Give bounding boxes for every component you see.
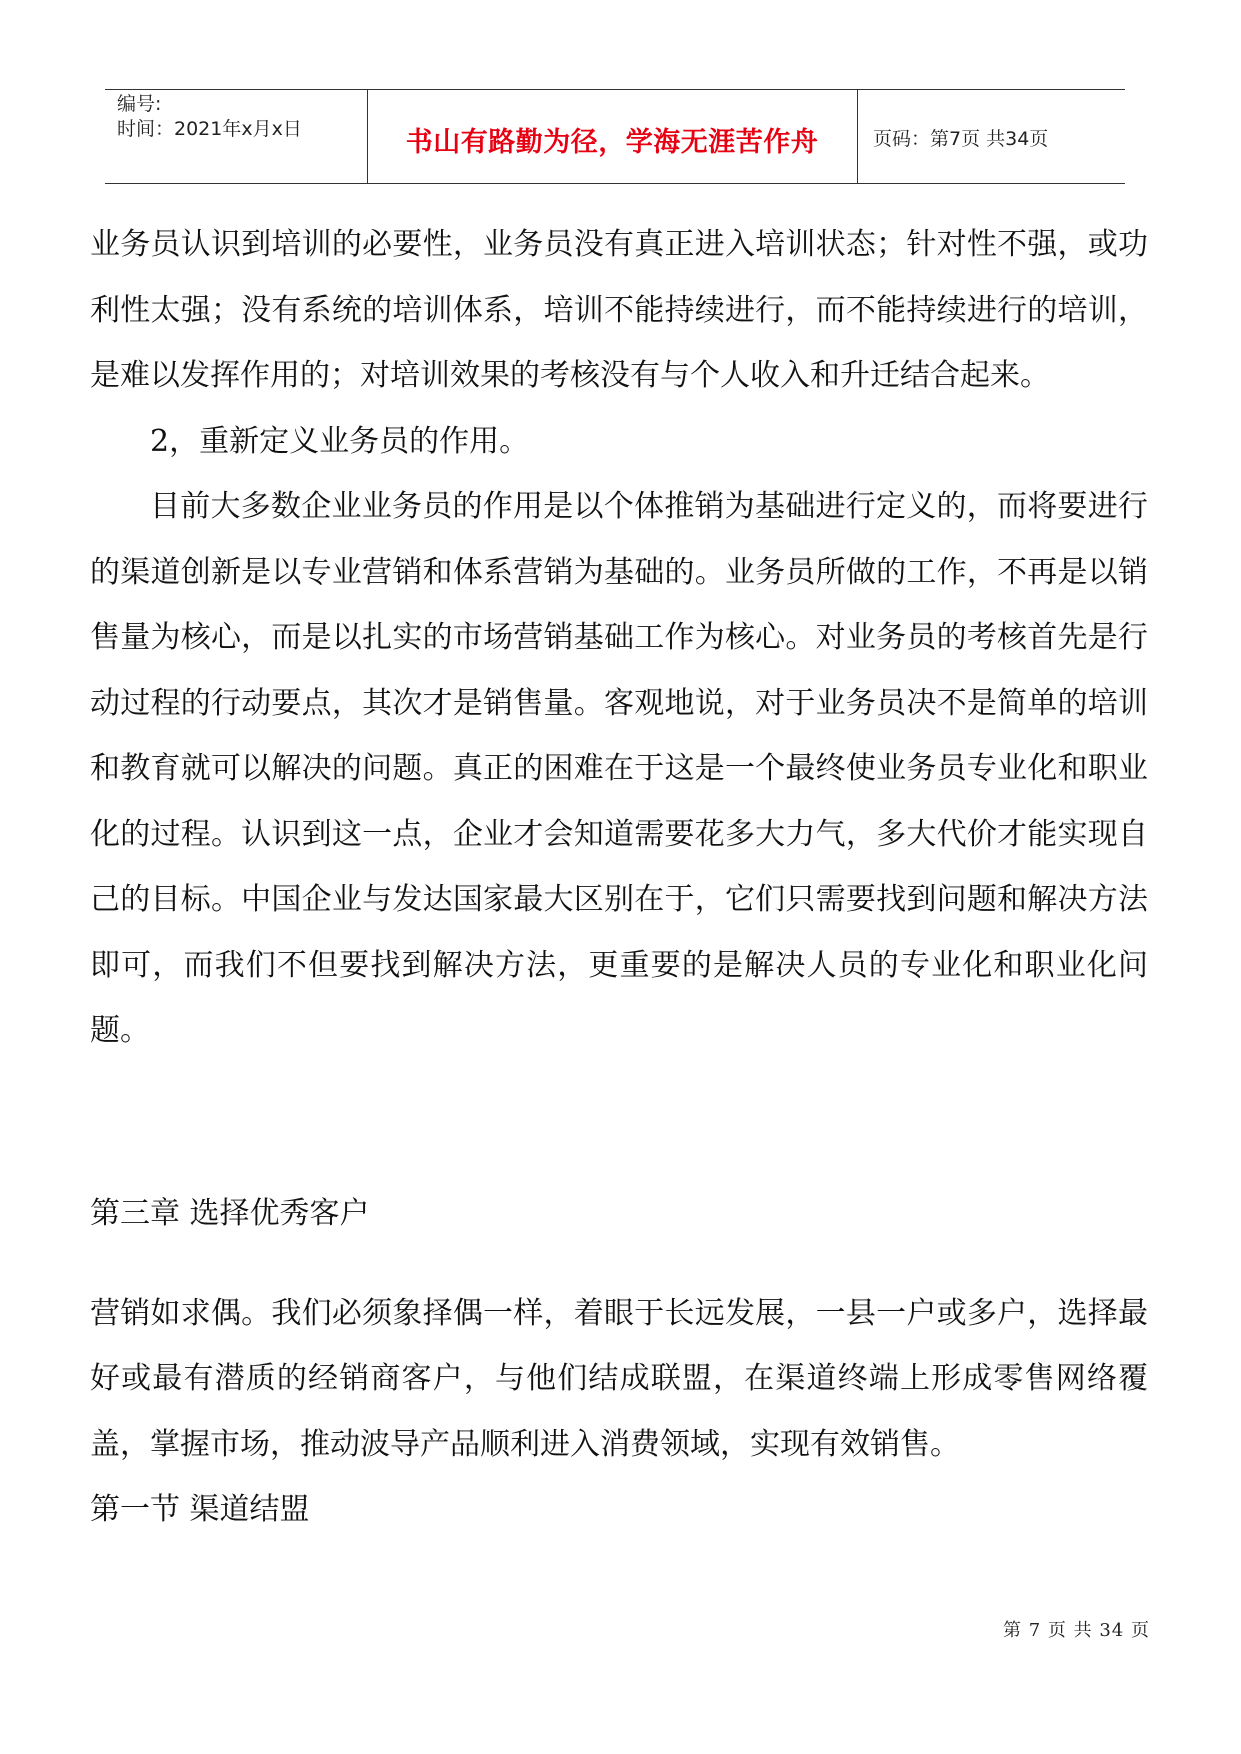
paragraph: 目前大多数企业业务员的作用是以个体推销为基础进行定义的，而将要进行的渠道创新是以专业营销和体系营销为基础的。业务员所做的工作，不再是以销售量为核心，而是以扎实的市场营销基础工作为核心。对业务员的考核首先是行动过程的行动要点，其次才是销售量。客观地说，对于业务员决不是简单的培训和教育就可以解决的问题。真正的困难在于这是一个最终使业务员专业化和职业化的过程。认识到这一点，企业才会知道需要花多大力气，多大代价才能实现自己的目标。中国企业与发达国家最大区别在于，它们只需要找到问题和解决方法即可，而我们不但要找到解决方法，更重要的是解决人员的专业化和职业化问题。: [90, 489, 1148, 1048]
number-label: 编号:: [117, 93, 162, 115]
chapter-title: 第三章 选择优秀客户: [90, 1195, 370, 1231]
document-body: [90, 212, 1148, 1542]
section-title: 第一节 渠道结盟: [90, 1492, 310, 1527]
header-meta: [117, 92, 302, 142]
paragraph: 2，重新定义业务员的作用。: [150, 423, 530, 459]
header-divider: [857, 90, 858, 183]
paragraph: 业务员认识到培训的必要性，业务员没有真正进入培训状态；针对性不强，或功利性太强；没有系统的培训体系，培训不能持续进行，而不能持续进行的培训，是难以发挥作用的；对培训效果的考核没有与个人收入和升迁结合起来。: [90, 227, 1148, 393]
page-footer: 第 7 页 共 34 页: [1003, 1620, 1150, 1641]
document-header: [105, 89, 1125, 184]
time-label: 时间：2021年x月x日: [117, 118, 302, 140]
header-page-label: 页码：第7页 共34页: [873, 128, 1049, 150]
header-motto: 书山有路勤为径，学海无涯苦作舟: [405, 127, 819, 158]
paragraph: 营销如求偶。我们必须象择偶一样，着眼于长远发展，一县一户或多户，选择最好或最有潜质的经销商客户，与他们结成联盟，在渠道终端上形成零售网络覆盖，掌握市场，推动波导产品顺利进入消费领域，实现有效销售。: [90, 1295, 1148, 1462]
